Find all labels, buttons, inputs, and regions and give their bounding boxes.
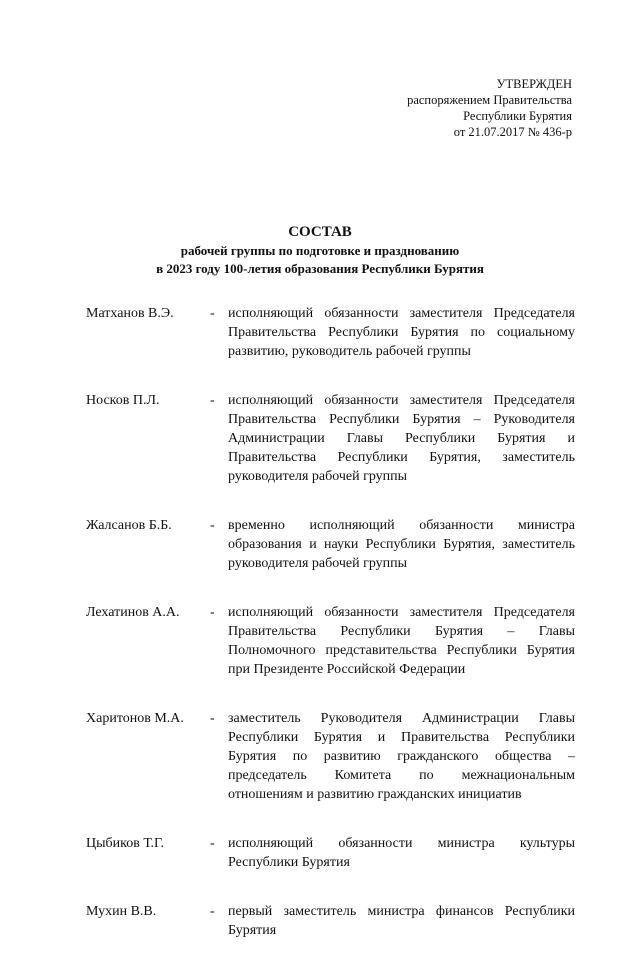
member-role: первый заместитель министра финансов Республики Бурятия	[228, 904, 575, 938]
member-role: исполняющий обязанности заместителя Председателя Правительства Республики Бурятия – Руководителя Администрации Главы Республики Бурятия и Правительства Республики Бурятия, заместитель руководителя рабочей группы	[228, 393, 575, 484]
member-dash: -	[210, 904, 215, 919]
member-name: Лехатинов А.А.	[86, 605, 180, 620]
member-dash: -	[210, 605, 215, 620]
title-subtitle-line2: в 2023 году 100-летия образования Республики Бурятия	[156, 261, 484, 276]
approval-date-number: от 21.07.2017 № 436-р	[453, 125, 572, 139]
approval-stamp	[407, 76, 572, 140]
member-name: Харитонов М.А.	[86, 711, 184, 726]
member-role: временно исполняющий обязанности министра образования и науки Республики Бурятия, заместитель руководителя рабочей группы	[228, 518, 575, 571]
member-name: Жалсанов Б.Б.	[86, 518, 172, 533]
title-subtitle-line1: рабочей группы по подготовке и празднованию	[180, 243, 460, 258]
member-dash: -	[210, 393, 215, 408]
member-dash: -	[210, 518, 215, 533]
approval-republic: Республики Бурятия	[463, 109, 572, 123]
member-dash: -	[210, 306, 215, 321]
member-name: Цыбиков Т.Г.	[86, 836, 164, 851]
document-title	[0, 222, 640, 278]
member-row	[86, 834, 575, 872]
title-main: СОСТАВ	[288, 224, 352, 240]
member-row	[86, 603, 575, 679]
approval-heading: УТВЕРЖДЕН	[496, 77, 572, 91]
member-name: Матханов В.Э.	[86, 306, 174, 321]
member-row	[86, 516, 575, 573]
member-role: исполняющий обязанности заместителя Председателя Правительства Республики Бурятия – Главы Полномочного представительства Республики Бурятия при Президенте Российской Федерации	[228, 605, 575, 677]
member-dash: -	[210, 711, 215, 726]
member-name: Носков П.Л.	[86, 393, 160, 408]
member-row	[86, 709, 575, 804]
approval-order: распоряжением Правительства	[407, 93, 572, 107]
member-role: исполняющий обязанности министра культуры Республики Бурятия	[228, 836, 575, 870]
member-row	[86, 391, 575, 486]
member-role: заместитель Руководителя Администрации Главы Республики Бурятия и Правительства Республики Бурятия по развитию гражданского общества – председатель Комитета по межнациональным отношениям и развитию гражданских инициатив	[228, 711, 575, 802]
member-row	[86, 304, 575, 361]
member-row	[86, 902, 575, 940]
member-dash: -	[210, 836, 215, 851]
members-list	[86, 304, 575, 970]
member-role: исполняющий обязанности заместителя Председателя Правительства Республики Бурятия по социальному развитию, руководитель рабочей группы	[228, 306, 575, 359]
member-name: Мухин В.В.	[86, 904, 157, 919]
